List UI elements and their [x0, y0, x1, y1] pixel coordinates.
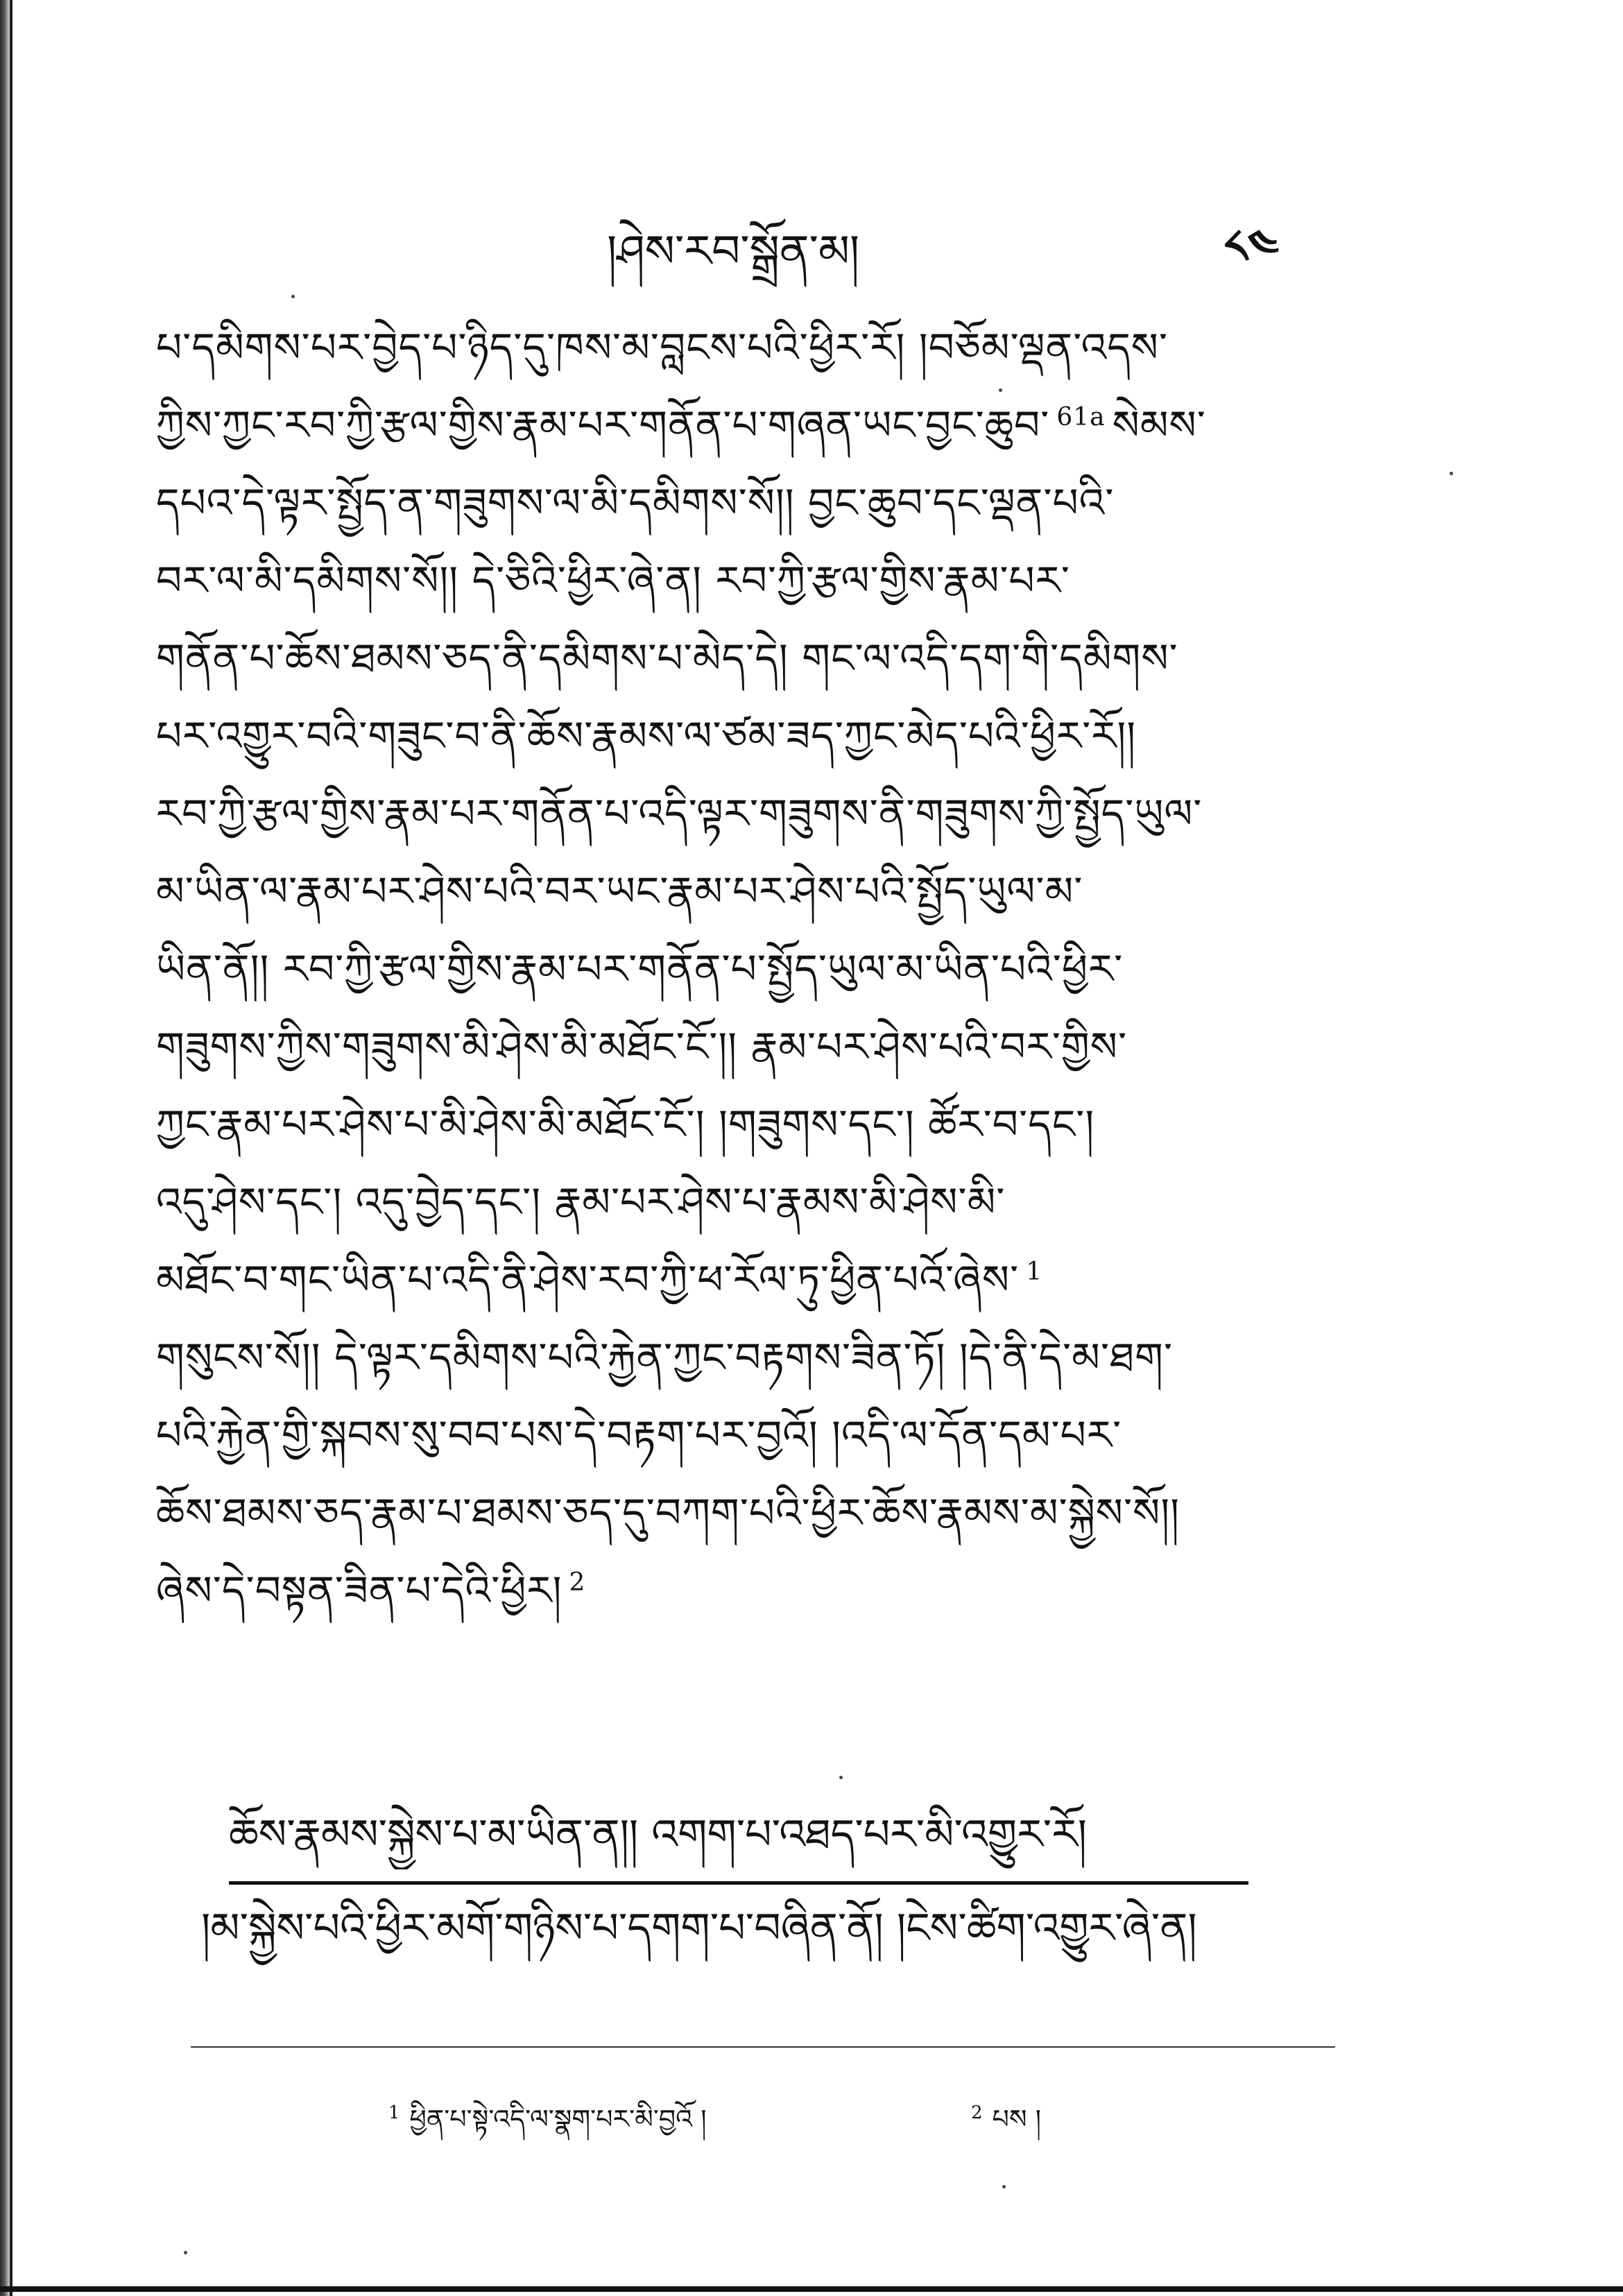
- body-line-15: པའི་རྐྱེན་གྱི་སྐབས་སུ་བབ་པས་དེ་བརྟག་པར་བྱའོ། །འདི་ལ་དོན་དམ་པར་: [156, 1412, 1122, 1459]
- body-line-5: གནོན་པ་ཆོས་ཐམས་ཅད་ནི་དམིགས་པ་མེད་དེ། གང་ལ་འདི་དག་གི་དམིགས་: [156, 635, 1178, 682]
- footnote-1-text: ཕྱིན་པ་སྟེ་འདི་ལ་སྣག་པར་མི་བྱའོ །: [409, 2104, 707, 2134]
- root-verse: ཆོས་རྣམས་སྐྱེས་པ་མ་ཡིན་ན།། འགག་པ་འཐད་པར་མི་འགྱུར་རོ།: [229, 1810, 1087, 1859]
- body-line-1: པ་དམིགས་པར་བྱེད་པ་ཉིད་དུ་ཁས་མ་བླངས་པའི་ཕྱིར་རོ། །བཅོམ་ལྡན་འདས་: [156, 324, 1169, 371]
- body-line-11: ཀྱང་རྣམ་པར་ཤེས་པ་མི་ཤེས་མི་མཐོང་ངོ་། །གཟུགས་དང་། ཚོར་བ་དང་།: [156, 1101, 1095, 1148]
- scan-left-edge: [0, 0, 10, 2296]
- running-title: །ཤེས་རབ་སྒྲོན་མ།: [607, 226, 860, 277]
- scan-speck: [291, 295, 295, 298]
- scan-speck: [999, 388, 1002, 392]
- footnote-1: [388, 2104, 707, 2134]
- body-line-13: [156, 1241, 1377, 1319]
- page-header: [0, 215, 1623, 291]
- footnotes: [388, 2095, 1221, 2143]
- body-line-14: གསུངས་སོ།། དེ་ལྟར་དམིགས་པའི་རྐྱེན་ཀྱང་བརྟགས་ཟིན་ཏོ། །དེ་ནི་དེ་མ་ཐག་: [156, 1334, 1174, 1381]
- commentary-line: །མ་སྐྱེས་པའི་ཕྱིར་མགོ་གཉིས་པ་དགག་པ་བཞིན་ནོ། །ངེས་ཚིག་འགྱུར་ཞེ་ན།: [201, 1904, 1197, 1953]
- footnote-2: [971, 2095, 1041, 2143]
- footnote-ref-2: 2: [569, 1568, 586, 1597]
- scan-bottom-edge: [0, 2286, 1623, 2292]
- footnote-1-number: 1: [388, 2102, 400, 2124]
- scan-speck: [1002, 2185, 1006, 2188]
- body-line-12: འདུ་ཤེས་དང་། འདུ་བྱེད་དང་། རྣམ་པར་ཤེས་པ་རྣམས་མི་ཤེས་མི་: [156, 1179, 1006, 1226]
- footnote-separator: [191, 2046, 1335, 2048]
- footnote-2-number: 2: [971, 2102, 983, 2124]
- body-line-4: བར་ལ་མི་དམིགས་སོ།། དེ་ཅིའི་ཕྱིར་ཞེ་ན། རབ་ཀྱི་རྩལ་གྱིས་རྣམ་པར་: [156, 557, 1070, 604]
- body-line-8: མ་ཡིན་ལ་རྣམ་པར་ཤེས་པའི་བར་ཡང་རྣམ་པར་ཤེས་པའི་སྤྱོད་ཡུལ་མ་: [156, 868, 1083, 915]
- body-line-2-text: ཀྱིས་ཀྱང་རབ་ཀྱི་རྩལ་གྱིས་རྣམ་པར་གནོན་པ་གཞན་ཡང་བྱང་ཆུབ་: [156, 402, 1050, 449]
- scan-speck: [184, 2251, 187, 2254]
- scan-speck: [1450, 472, 1453, 475]
- body-text: [156, 309, 1377, 1629]
- body-line-16: ཆོས་ཐམས་ཅད་རྣམ་པ་ཐམས་ཅད་དུ་བཀག་པའི་ཕྱིར་ཆོས་རྣམས་མ་སྐྱེས་སོ།།: [156, 1489, 1180, 1536]
- scan-speck: [839, 1776, 843, 1779]
- footnote-2-text: པས །: [992, 2104, 1042, 2134]
- verse-underline: [229, 1881, 1248, 1885]
- body-line-2: [156, 386, 1377, 464]
- body-line-9: ཡིན་ནོ།། རབ་ཀྱི་རྩལ་གྱིས་རྣམ་པར་གནོན་པ་སྤྱོད་ཡུལ་མ་ཡིན་པའི་ཕྱིར་: [156, 945, 1124, 993]
- page-number: ༨༤: [1224, 219, 1279, 273]
- scan-binding-shadow: [10, 0, 12, 2296]
- folio-marker: 61a: [1056, 402, 1106, 431]
- body-line-3: དཔའ་དེ་ལྟར་སྤྱོད་ན་གཟུགས་ལ་མི་དམིགས་སོ།། བྱང་ཆུབ་དང་ལྡན་པའི་: [156, 479, 1115, 526]
- body-line-7: རབ་ཀྱི་རྩལ་གྱིས་རྣམ་པར་གནོན་པ་འདི་ལྟར་གཟུགས་ནི་གཟུགས་ཀྱི་སྤྱོད་ཡུལ་: [156, 790, 1203, 837]
- body-line-2-tail: སེམས་: [1112, 402, 1206, 449]
- body-line-17: [156, 1552, 1377, 1629]
- body-line-17-text: ཞེས་དེ་བསྟན་ཟིན་པ་དེའི་ཕྱིར།: [156, 1567, 563, 1614]
- footnote-ref-1: 1: [1026, 1257, 1043, 1286]
- body-line-13-text: མཐོང་བ་གང་ཡིན་པ་འདི་ནི་ཤེས་རབ་ཀྱི་ཕ་རོལ་ཏུ་ཕྱིན་པའོ་ཞེས་: [156, 1256, 1020, 1303]
- body-line-10: གཟུགས་ཀྱིས་གཟུགས་མི་ཤེས་མི་མཐོང་ངོ་།། རྣམ་པར་ཤེས་པའི་བར་གྱིས་: [156, 1023, 1128, 1070]
- body-line-6: པར་འགྱུར་བའི་གཟུང་བ་ནི་ཆོས་རྣམས་ལ་ཙམ་ཟད་ཀྱང་མེད་པའི་ཕྱིར་རོ།།: [156, 712, 1137, 760]
